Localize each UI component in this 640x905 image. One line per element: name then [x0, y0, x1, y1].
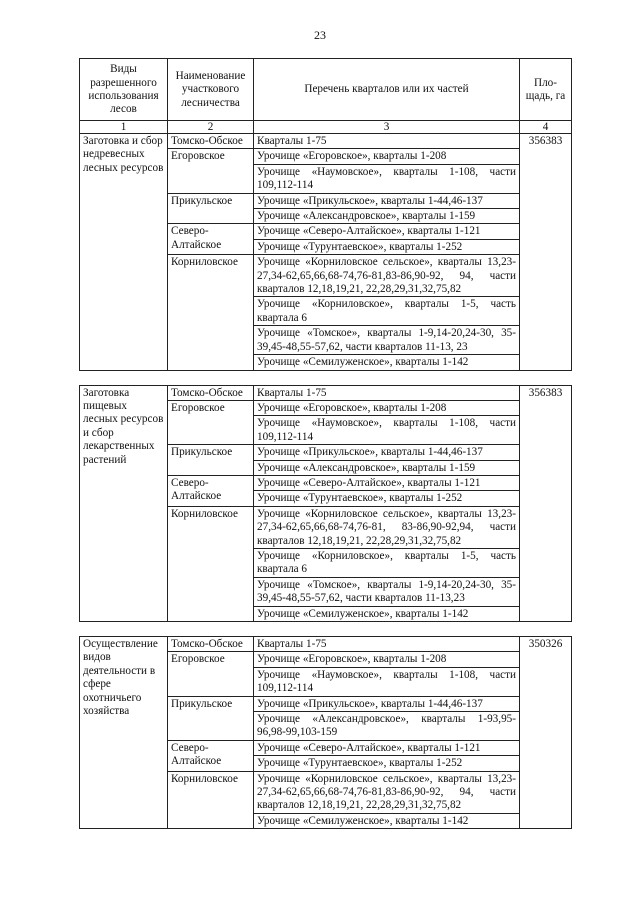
quarters-cell: Урочище «Турунтаевское», кварталы 1-252 [254, 756, 520, 771]
page-number: 23 [314, 28, 326, 42]
table-body [80, 134, 572, 829]
header-use-types: Виды разрешенного использования лесов [80, 59, 168, 121]
quarters-cell: Урочище «Северо-Алтайское», кварталы 1-121 [254, 740, 520, 755]
header-area: Пло-щадь, га [520, 59, 572, 121]
forestry-name-cell: Прикульское [168, 193, 254, 224]
quarters-cell: Кварталы 1-75 [254, 134, 520, 149]
forestry-name-cell: Егоровское [168, 149, 254, 193]
forestry-name-cell: Прикульское [168, 696, 254, 740]
forestry-name-cell: Томско-Обское [168, 134, 254, 149]
header-forestry-name: Наименование участкового лесничества [168, 59, 254, 121]
forestry-name-cell: Егоровское [168, 400, 254, 444]
quarters-cell: Урочище «Прикульское», кварталы 1-44,46-137 [254, 193, 520, 208]
quarters-cell: Урочище «Александровское», кварталы 1-159 [254, 460, 520, 475]
forestry-name-cell: Северо-Алтайское [168, 224, 254, 255]
table-row [80, 637, 572, 652]
separator-cell [80, 622, 572, 637]
quarters-cell: Урочище «Турунтаевское», кварталы 1-252 [254, 239, 520, 254]
quarters-cell: Урочище «Наумовское», кварталы 1-108, части 109,112-114 [254, 667, 520, 696]
quarters-cell: Урочище «Корниловское сельское», кварталы 13,23-27,34-62,65,66,68-74,76-81,83-86,90-92, 94, части кварталов 12,18,19,21, 22,28,29,31,32,75,82 [254, 771, 520, 813]
quarters-cell: Урочище «Северо-Алтайское», кварталы 1-121 [254, 475, 520, 490]
quarters-cell: Урочище «Корниловское», кварталы 1-5, часть квартала 6 [254, 297, 520, 326]
quarters-cell: Урочище «Прикульское», кварталы 1-44,46-137 [254, 696, 520, 711]
quarters-cell: Урочище «Егоровское», кварталы 1-208 [254, 400, 520, 415]
separator-cell [80, 370, 572, 385]
forestry-name-cell: Томско-Обское [168, 637, 254, 652]
column-number: 2 [168, 121, 254, 134]
quarters-cell: Урочище «Наумовское», кварталы 1-108, части 109,112-114 [254, 416, 520, 445]
area-cell: 350326 [520, 637, 572, 829]
forestry-name-cell: Северо-Алтайское [168, 475, 254, 506]
quarters-cell: Урочище «Александровское», кварталы 1-93,95-96,98-99,103-159 [254, 712, 520, 741]
table-row [80, 385, 572, 400]
quarters-cell: Урочище «Прикульское», кварталы 1-44,46-137 [254, 445, 520, 460]
table-row [80, 134, 572, 149]
quarters-cell: Урочище «Корниловское сельское», кварталы 13,23-27,34-62,65,66,68-74,76-81, 83-86,90-92,94, части кварталов 12,18,19,21, 22,28,29,31,32,75,82 [254, 506, 520, 548]
quarters-cell: Урочище «Томское», кварталы 1-9,14-20,24-30, 35-39,45-48,55-57,62, части кварталов 11-13, 23 [254, 326, 520, 355]
use-type-cell: Заготовка и сбор недревесных лесных ресурсов [80, 134, 168, 371]
forestry-name-cell: Прикульское [168, 445, 254, 476]
quarters-cell: Кварталы 1-75 [254, 385, 520, 400]
quarters-cell: Урочище «Семилуженское», кварталы 1-142 [254, 355, 520, 370]
header-quarters-list: Перечень кварталов или их частей [254, 59, 520, 121]
quarters-cell: Урочище «Корниловское», кварталы 1-5, часть квартала 6 [254, 548, 520, 577]
quarters-cell: Урочище «Егоровское», кварталы 1-208 [254, 652, 520, 667]
quarters-cell: Урочище «Александровское», кварталы 1-159 [254, 209, 520, 224]
table-header-row [80, 59, 572, 121]
quarters-cell: Урочище «Северо-Алтайское», кварталы 1-121 [254, 224, 520, 239]
quarters-cell: Урочище «Корниловское сельское», кварталы 13,23-27,34-62,65,66,68-74,76-81,83-86,90-92, 94, части кварталов 12,18,19,21, 22,28,29,31,32,75,82 [254, 255, 520, 297]
forestry-name-cell: Корниловское [168, 255, 254, 370]
column-number: 1 [80, 121, 168, 134]
column-number: 3 [254, 121, 520, 134]
quarters-cell: Урочище «Томское», кварталы 1-9,14-20,24-30, 35-39,45-48,55-57,62, части кварталов 11-13,23 [254, 577, 520, 606]
quarters-cell: Урочище «Турунтаевское», кварталы 1-252 [254, 491, 520, 506]
forestry-name-cell: Корниловское [168, 506, 254, 621]
area-cell: 356383 [520, 134, 572, 371]
forestry-name-cell: Корниловское [168, 771, 254, 829]
quarters-cell: Урочище «Егоровское», кварталы 1-208 [254, 149, 520, 164]
section-separator [80, 370, 572, 385]
forestry-name-cell: Томско-Обское [168, 385, 254, 400]
forest-use-table [79, 58, 572, 829]
section-separator [80, 622, 572, 637]
area-cell: 356383 [520, 385, 572, 622]
quarters-cell: Кварталы 1-75 [254, 637, 520, 652]
quarters-cell: Урочище «Наумовское», кварталы 1-108, части 109,112-114 [254, 164, 520, 193]
use-type-cell: Заготовка пищевых лесных ресурсов и сбор лекарственных растений [80, 385, 168, 622]
forestry-name-cell: Северо-Алтайское [168, 740, 254, 771]
forestry-name-cell: Егоровское [168, 652, 254, 696]
quarters-cell: Урочище «Семилуженское», кварталы 1-142 [254, 813, 520, 828]
quarters-cell: Урочище «Семилуженское», кварталы 1-142 [254, 606, 520, 621]
column-number: 4 [520, 121, 572, 134]
use-type-cell: Осуществление видов деятельности в сфере охотничьего хозяйства [80, 637, 168, 829]
column-number-row [80, 121, 572, 134]
